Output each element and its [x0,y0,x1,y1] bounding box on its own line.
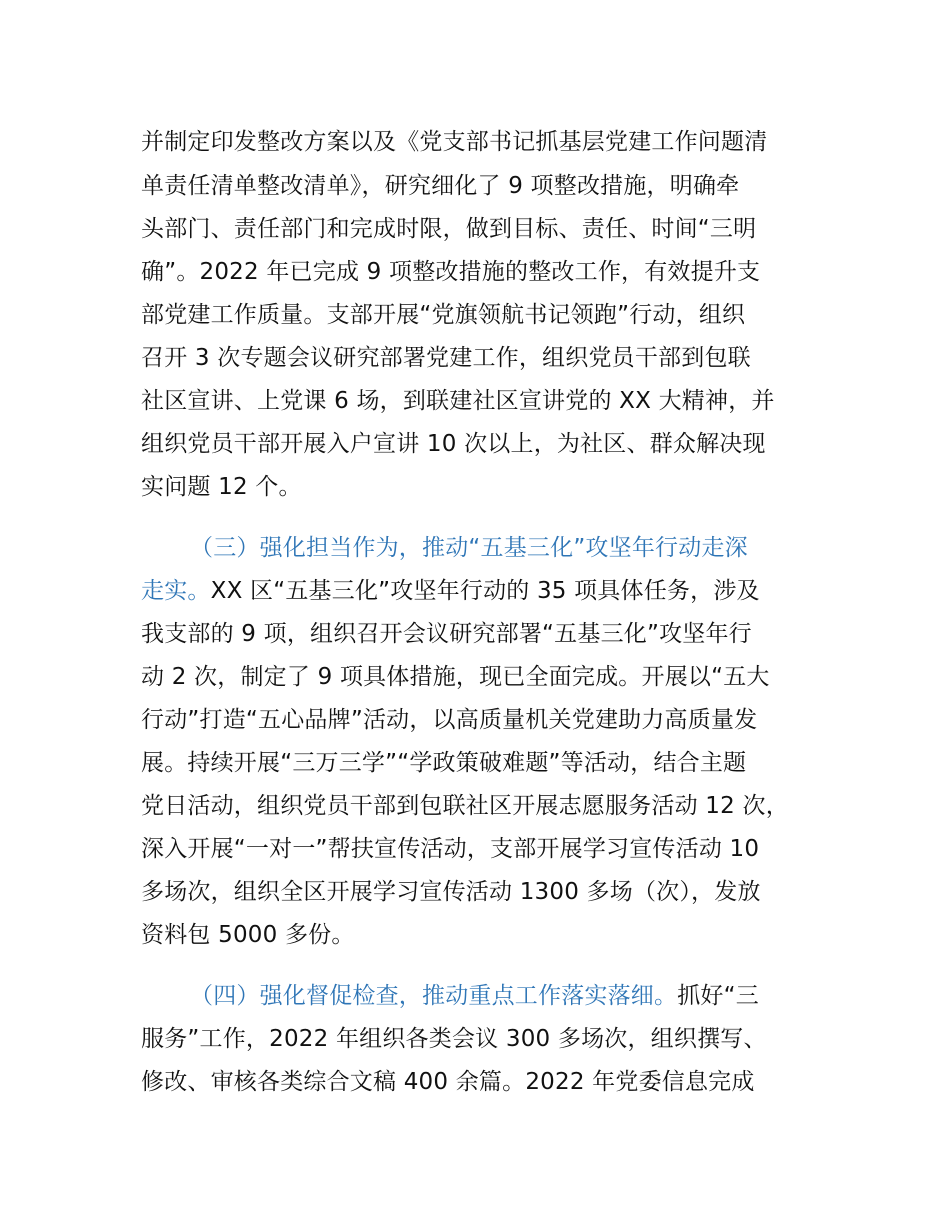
paragraph-text: XX 区“五基三化”攻坚年行动的 35 项具体任务，涉及 [210,578,760,604]
paragraph-line: 组织党员干部开展入户宣讲 10 次以上，为社区、群众解决现 [141,431,766,457]
paragraph-line: 确”。2022 年已完成 9 项整改措施的整改工作，有效提升支 [141,259,761,285]
paragraph-line: 单责任清单整改清单》，研究细化了 9 项整改措施，明确牵 [141,173,740,199]
paragraph-line: 部党建工作质量。支部开展“党旗领航书记领跑”行动，组织 [141,302,746,328]
paragraph-line: 资料包 5000 多份。 [141,922,355,948]
paragraph-line: 党日活动，组织党员干部到包联社区开展志愿服务活动 12 次， [141,793,789,819]
paragraph-line: 服务”工作，2022 年组织各类会议 300 多场次，组织撰写、 [141,1026,767,1052]
paragraph-line: 实问题 12 个。 [141,474,302,500]
paragraph-line: 深入开展“一对一”帮扶宣传活动，支部开展学习宣传活动 10 [141,836,760,862]
paragraph-line [141,576,760,606]
paragraph-line [190,981,759,1011]
paragraph-line: 多场次，组织全区开展学习宣传活动 1300 多场（次），发放 [141,879,761,905]
paragraph-line: 头部门、责任部门和完成时限，做到目标、责任、时间“三明 [141,216,757,242]
paragraph-line: 展。持续开展“三万三学”“学政策破难题”等活动，结合主题 [141,750,747,776]
paragraph-line: 社区宣讲、上党课 6 场，到联建社区宣讲党的 XX 大精神，并 [141,388,775,414]
paragraph-text: 抓好“三 [677,983,759,1009]
section-heading-continued: 走实。 [141,578,211,604]
section-heading: （四）强化督促检查，推动重点工作落实落细。 [190,983,678,1009]
paragraph-line: 召开 3 次专题会议研究部署党建工作，组织党员干部到包联 [141,345,751,371]
paragraph-line: 我支部的 9 项，组织召开会议研究部署“五基三化”攻坚年行 [141,621,752,647]
paragraph-line: 动 2 次，制定了 9 项具体措施，现已全面完成。开展以“五大 [141,664,770,690]
section-heading: （三）强化担当作为，推动“五基三化”攻坚年行动走深 [190,535,748,561]
paragraph-line: 并制定印发整改方案以及《党支部书记抓基层党建工作问题清 [141,129,768,155]
paragraph-line: 行动”打造“五心品牌”活动，以高质量机关党建助力高质量发 [141,707,758,733]
paragraph-line: 修改、审核各类综合文稿 400 余篇。2022 年党委信息完成 [141,1069,755,1095]
